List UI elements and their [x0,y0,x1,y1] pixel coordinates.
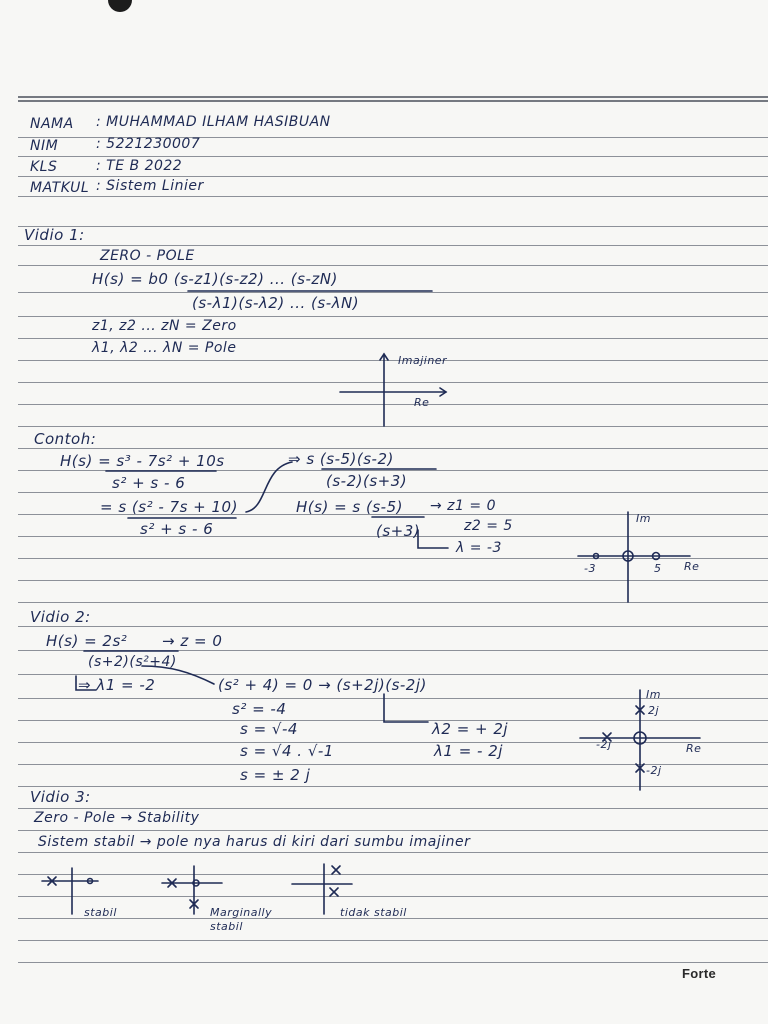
contoh-factored-denominator: (s-2)(s+3) [326,472,408,490]
video2-plot-tick-neg2j-left: -2j [596,738,612,751]
video2-step-arrow [142,666,214,684]
contoh-h-denominator: s² + s - 6 [112,474,186,492]
video2-plot-tick-2j: 2j [648,704,660,717]
video2-h-denominator: (s+2)(s²+4) [88,654,177,670]
contoh-simplified-numerator: H(s) = s (s-5) [296,498,403,516]
video2-pole-3: λ1 = - 2j [434,742,503,760]
video2-step-4: s = √4 . √-1 [240,742,334,760]
video2-plot-tick-neg2j: -2j [646,764,662,777]
video2-step-2: s² = -4 [232,700,287,718]
video3-title: Vidio 3: [30,788,91,806]
zero-definition: z1, z2 ... zN = Zero [92,318,237,334]
video2-pole-1: ⇒ λ1 = -2 [78,676,156,694]
notebook-brand: Forte [682,966,716,981]
label-tidak-stabil: tidak stabil [340,906,407,919]
video2-step-5: s = ± 2 j [240,766,311,784]
contoh-h2-denominator: s² + s - 6 [140,520,214,538]
label-marginally: Marginally [210,906,273,919]
video2-plot-im-label: Im [646,688,661,701]
video1-formula-denominator: (s-λ1)(s-λ2) ... (s-λN) [192,294,360,312]
matkul-label: MATKUL [30,180,90,196]
kls-label: KLS [30,159,58,175]
video2-zero: → z = 0 [162,632,223,650]
nama-label: NAMA [30,116,74,132]
tidak-stabil-pole-marker-2 [330,888,338,896]
video3-statement: Sistem stabil → pole nya harus di kiri dari sumbu imajiner [38,834,471,850]
label-marginally-stabil: stabil [210,920,243,933]
video2-h-numerator: H(s) = 2s² [46,632,128,650]
video2-pole-2: λ2 = + 2j [432,720,509,738]
contoh-plot-tick-neg3: -3 [584,562,596,575]
contoh-plot-tick-5: 5 [654,562,662,575]
video1-title: Vidio 1: [24,226,85,244]
axis-label-re: Re [414,396,430,409]
contoh-pole-1: λ = -3 [456,540,502,556]
video1-subtitle: ZERO - POLE [100,248,195,264]
kls-value: : TE B 2022 [96,158,183,174]
video1-formula-numerator: H(s) = b0 (s-z1)(s-z2) ... (s-zN) [92,270,338,288]
video2-pole-marker-neg2 [603,733,611,741]
contoh-simplified-denominator: (s+3) [376,522,421,540]
video3-subtitle: Zero - Pole → Stability [34,810,200,826]
nim-value: : 5221230007 [96,136,201,152]
contoh-pole-arrow [418,530,448,548]
video2-pole2-arrow [384,694,428,722]
nim-label: NIM [30,138,59,154]
video2-step-1: (s² + 4) = 0 → (s+2j)(s-2j) [218,676,427,694]
contoh-title: Contoh: [34,430,97,448]
axis-label-imajiner: Imajiner [398,354,448,367]
contoh-curved-arrow [246,462,292,512]
contoh-plot-im-label: Im [636,512,651,525]
contoh-zero-1: → z1 = 0 [430,498,496,514]
contoh-factored-numerator: ⇒ s (s-5)(s-2) [288,450,394,468]
video2-pole-arrow [76,676,96,690]
tidak-stabil-pole-marker-1 [332,866,340,874]
contoh-h-numerator: H(s) = s³ - 7s² + 10s [60,452,225,470]
pole-definition: λ1, λ2 ... λN = Pole [92,340,237,356]
label-stabil: stabil [84,906,117,919]
video2-title: Vidio 2: [30,608,91,626]
nama-value: : MUHAMMAD ILHAM HASIBUAN [96,114,331,130]
contoh-h2-numerator: = s (s² - 7s + 10) [100,498,238,516]
contoh-plot-re-label: Re [684,560,700,573]
matkul-value: : Sistem Linier [96,178,204,194]
video2-step-3: s = √-4 [240,720,298,738]
video2-plot-re-label: Re [686,742,702,755]
contoh-zero-2: z2 = 5 [464,518,513,534]
